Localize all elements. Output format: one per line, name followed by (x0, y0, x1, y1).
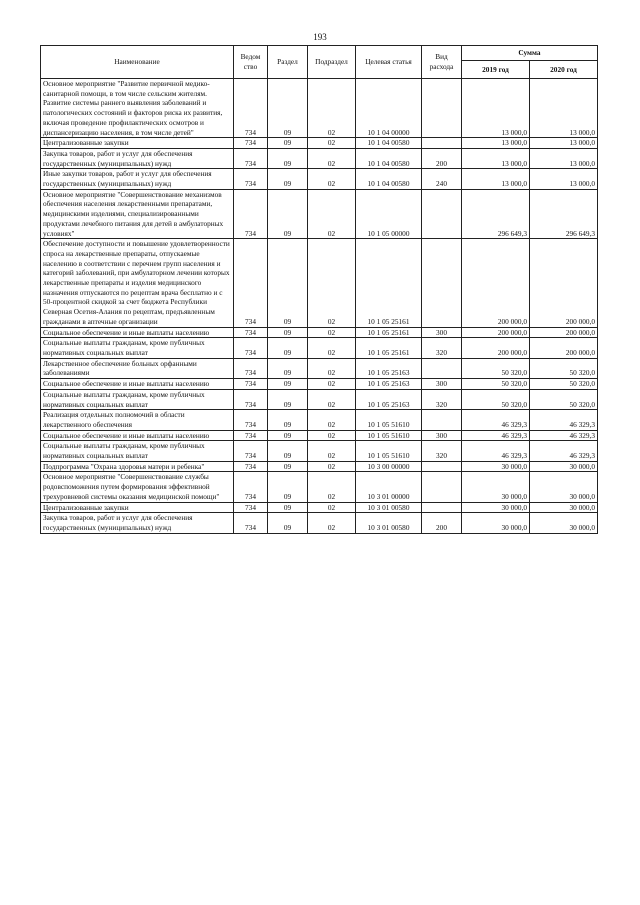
table-row (41, 169, 598, 189)
cell-department: 734 (234, 441, 268, 461)
cell-department: 734 (234, 430, 268, 441)
cell-name: Социальное обеспечение и иные выплаты населению (41, 327, 234, 338)
header-target-article: Целевая статья (356, 46, 422, 79)
cell-department: 734 (234, 189, 268, 239)
cell-target-article: 10 1 05 25161 (356, 239, 422, 327)
cell-subsection: 02 (308, 138, 356, 149)
cell-section: 09 (268, 441, 308, 461)
cell-department: 734 (234, 472, 268, 502)
cell-name: Централизованные закупки (41, 138, 234, 149)
cell-expense-type: 200 (422, 513, 462, 533)
cell-target-article: 10 1 04 00000 (356, 79, 422, 138)
cell-department: 734 (234, 379, 268, 390)
table-row (41, 472, 598, 502)
cell-department: 734 (234, 239, 268, 327)
cell-target-article: 10 1 05 51610 (356, 430, 422, 441)
cell-sum-2019: 46 329,3 (462, 410, 530, 430)
cell-target-article: 10 1 04 00580 (356, 148, 422, 168)
cell-subsection: 02 (308, 169, 356, 189)
cell-name: Основное мероприятие "Развитие первичной медико-санитарной помощи, в том числе сельским жителям. Развитие системы раннего выявления заболеваний и патологических состояний и факторов риска их развития, включая проведение профилактических осмотров и диспансеризацию населения, в том числе детей" (41, 79, 234, 138)
cell-sum-2019: 200 000,0 (462, 239, 530, 327)
cell-department: 734 (234, 79, 268, 138)
cell-expense-type: 200 (422, 148, 462, 168)
cell-target-article: 10 1 05 25161 (356, 327, 422, 338)
cell-department: 734 (234, 410, 268, 430)
cell-section: 09 (268, 389, 308, 409)
cell-sum-2020: 50 320,0 (530, 389, 598, 409)
cell-expense-type: 320 (422, 441, 462, 461)
table-row (41, 430, 598, 441)
cell-name: Основное мероприятие "Совершенствование службы родовспоможения путем формирования эффективной трехуровневой системы оказания медицинской помощи" (41, 472, 234, 502)
cell-subsection: 02 (308, 441, 356, 461)
cell-section: 09 (268, 79, 308, 138)
cell-department: 734 (234, 138, 268, 149)
table-row (41, 338, 598, 358)
cell-department: 734 (234, 513, 268, 533)
cell-section: 09 (268, 513, 308, 533)
cell-section: 09 (268, 410, 308, 430)
table-row (41, 189, 598, 239)
cell-sum-2019: 30 000,0 (462, 513, 530, 533)
cell-section: 09 (268, 148, 308, 168)
cell-section: 09 (268, 327, 308, 338)
cell-subsection: 02 (308, 379, 356, 390)
table-row (41, 327, 598, 338)
cell-name: Социальные выплаты гражданам, кроме публичных нормативных социальных выплат (41, 338, 234, 358)
cell-expense-type (422, 410, 462, 430)
cell-section: 09 (268, 461, 308, 472)
cell-target-article: 10 3 01 00580 (356, 502, 422, 513)
cell-sum-2020: 30 000,0 (530, 502, 598, 513)
cell-subsection: 02 (308, 430, 356, 441)
cell-expense-type: 240 (422, 169, 462, 189)
cell-sum-2019: 50 320,0 (462, 358, 530, 378)
cell-target-article: 10 1 05 51610 (356, 441, 422, 461)
cell-expense-type (422, 472, 462, 502)
table-row (41, 379, 598, 390)
cell-expense-type (422, 461, 462, 472)
cell-sum-2019: 30 000,0 (462, 502, 530, 513)
cell-sum-2019: 46 329,3 (462, 430, 530, 441)
cell-target-article: 10 1 05 25163 (356, 358, 422, 378)
cell-expense-type: 300 (422, 379, 462, 390)
cell-sum-2020: 13 000,0 (530, 148, 598, 168)
cell-subsection: 02 (308, 358, 356, 378)
cell-sum-2020: 50 320,0 (530, 379, 598, 390)
cell-sum-2019: 200 000,0 (462, 327, 530, 338)
cell-section: 09 (268, 379, 308, 390)
cell-expense-type (422, 79, 462, 138)
cell-sum-2019: 50 320,0 (462, 389, 530, 409)
cell-name: Социальные выплаты гражданам, кроме публичных нормативных социальных выплат (41, 441, 234, 461)
header-subsection: Подраздел (308, 46, 356, 79)
table-row (41, 138, 598, 149)
cell-sum-2020: 30 000,0 (530, 461, 598, 472)
cell-name: Основное мероприятие "Совершенствование механизмов обеспечения населения лекарственными препаратами, медицинскими изделиями, специализированными продуктами лечебного питания для детей в амбулаторных условиях" (41, 189, 234, 239)
cell-sum-2019: 30 000,0 (462, 461, 530, 472)
cell-target-article: 10 1 05 25163 (356, 379, 422, 390)
cell-sum-2020: 200 000,0 (530, 239, 598, 327)
cell-subsection: 02 (308, 472, 356, 502)
cell-section: 09 (268, 138, 308, 149)
cell-name: Централизованные закупки (41, 502, 234, 513)
table-row (41, 79, 598, 138)
cell-subsection: 02 (308, 389, 356, 409)
cell-department: 734 (234, 358, 268, 378)
cell-sum-2019: 200 000,0 (462, 338, 530, 358)
cell-sum-2019: 50 320,0 (462, 379, 530, 390)
cell-target-article: 10 3 00 00000 (356, 461, 422, 472)
cell-subsection: 02 (308, 513, 356, 533)
table-row (41, 461, 598, 472)
cell-sum-2020: 30 000,0 (530, 472, 598, 502)
cell-expense-type (422, 189, 462, 239)
header-year-2020: 2020 год (530, 61, 598, 79)
table-row (41, 513, 598, 533)
cell-sum-2019: 296 649,3 (462, 189, 530, 239)
table-row (41, 410, 598, 430)
cell-expense-type (422, 502, 462, 513)
cell-subsection: 02 (308, 189, 356, 239)
cell-name: Подпрограмма "Охрана здоровья матери и ребенка" (41, 461, 234, 472)
cell-subsection: 02 (308, 239, 356, 327)
cell-sum-2020: 46 329,3 (530, 430, 598, 441)
cell-target-article: 10 1 05 00000 (356, 189, 422, 239)
cell-expense-type: 300 (422, 327, 462, 338)
cell-sum-2019: 13 000,0 (462, 138, 530, 149)
cell-sum-2020: 296 649,3 (530, 189, 598, 239)
cell-sum-2020: 13 000,0 (530, 79, 598, 138)
cell-name: Закупка товаров, работ и услуг для обеспечения государственных (муниципальных) нужд (41, 148, 234, 168)
cell-expense-type: 320 (422, 338, 462, 358)
cell-name: Реализация отдельных полномочий в области лекарственного обеспечения (41, 410, 234, 430)
cell-department: 734 (234, 502, 268, 513)
cell-sum-2020: 13 000,0 (530, 169, 598, 189)
cell-section: 09 (268, 239, 308, 327)
header-department: Ведом ство (234, 46, 268, 79)
cell-expense-type: 300 (422, 430, 462, 441)
cell-name: Социальное обеспечение и иные выплаты населению (41, 379, 234, 390)
cell-section: 09 (268, 358, 308, 378)
cell-expense-type (422, 138, 462, 149)
cell-sum-2020: 30 000,0 (530, 513, 598, 533)
cell-subsection: 02 (308, 338, 356, 358)
table-row (41, 239, 598, 327)
cell-name: Иные закупки товаров, работ и услуг для обеспечения государственных (муниципальных) нужд (41, 169, 234, 189)
table-row (41, 502, 598, 513)
cell-target-article: 10 1 04 00580 (356, 169, 422, 189)
cell-section: 09 (268, 472, 308, 502)
cell-name: Социальное обеспечение и иные выплаты населению (41, 430, 234, 441)
cell-sum-2020: 46 329,3 (530, 410, 598, 430)
cell-sum-2020: 200 000,0 (530, 338, 598, 358)
header-section: Раздел (268, 46, 308, 79)
cell-department: 734 (234, 389, 268, 409)
table-body (41, 79, 598, 534)
cell-sum-2019: 13 000,0 (462, 148, 530, 168)
cell-section: 09 (268, 189, 308, 239)
cell-sum-2020: 200 000,0 (530, 327, 598, 338)
cell-subsection: 02 (308, 502, 356, 513)
page-number: 193 (313, 32, 327, 42)
table-row (41, 148, 598, 168)
cell-department: 734 (234, 327, 268, 338)
cell-target-article: 10 3 01 00580 (356, 513, 422, 533)
header-name: Наименование (41, 46, 234, 79)
table-row (41, 389, 598, 409)
cell-subsection: 02 (308, 148, 356, 168)
cell-name: Обеспечение доступности и повышение удовлетворенности спроса на лекарственные препараты, отпускаемые населению в соответствии с перечнем групп населения и категорий заболеваний, при амбулаторном лечении которых лекарственные препараты и изделия медицинского назначения отпускаются по рецептам врача бесплатно и с 50-процентной скидкой за счет бюджета Республики Северная Осетия-Алания по рецептам, предъявленным гражданами в аптечные организации (41, 239, 234, 327)
cell-section: 09 (268, 338, 308, 358)
table-row (41, 358, 598, 378)
cell-department: 734 (234, 169, 268, 189)
cell-sum-2019: 13 000,0 (462, 169, 530, 189)
cell-subsection: 02 (308, 461, 356, 472)
cell-name: Социальные выплаты гражданам, кроме публичных нормативных социальных выплат (41, 389, 234, 409)
cell-subsection: 02 (308, 79, 356, 138)
cell-subsection: 02 (308, 410, 356, 430)
cell-sum-2020: 46 329,3 (530, 441, 598, 461)
cell-target-article: 10 1 04 00580 (356, 138, 422, 149)
cell-target-article: 10 1 05 51610 (356, 410, 422, 430)
cell-sum-2019: 13 000,0 (462, 79, 530, 138)
cell-expense-type (422, 358, 462, 378)
cell-subsection: 02 (308, 327, 356, 338)
cell-sum-2020: 50 320,0 (530, 358, 598, 378)
cell-sum-2019: 30 000,0 (462, 472, 530, 502)
cell-name: Лекарственное обеспечение больных орфанными заболеваниями (41, 358, 234, 378)
budget-table (40, 45, 598, 534)
header-expense-type: Вид расхода (422, 46, 462, 79)
cell-section: 09 (268, 430, 308, 441)
table-row (41, 441, 598, 461)
cell-department: 734 (234, 338, 268, 358)
cell-name: Закупка товаров, работ и услуг для обеспечения государственных (муниципальных) нужд (41, 513, 234, 533)
cell-department: 734 (234, 148, 268, 168)
cell-section: 09 (268, 502, 308, 513)
cell-department: 734 (234, 461, 268, 472)
cell-sum-2019: 46 329,3 (462, 441, 530, 461)
cell-target-article: 10 1 05 25163 (356, 389, 422, 409)
cell-section: 09 (268, 169, 308, 189)
cell-expense-type: 320 (422, 389, 462, 409)
header-sum: Сумма (462, 46, 598, 61)
header-year-2019: 2019 год (462, 61, 530, 79)
cell-sum-2020: 13 000,0 (530, 138, 598, 149)
cell-target-article: 10 1 05 25161 (356, 338, 422, 358)
cell-expense-type (422, 239, 462, 327)
cell-target-article: 10 3 01 00000 (356, 472, 422, 502)
